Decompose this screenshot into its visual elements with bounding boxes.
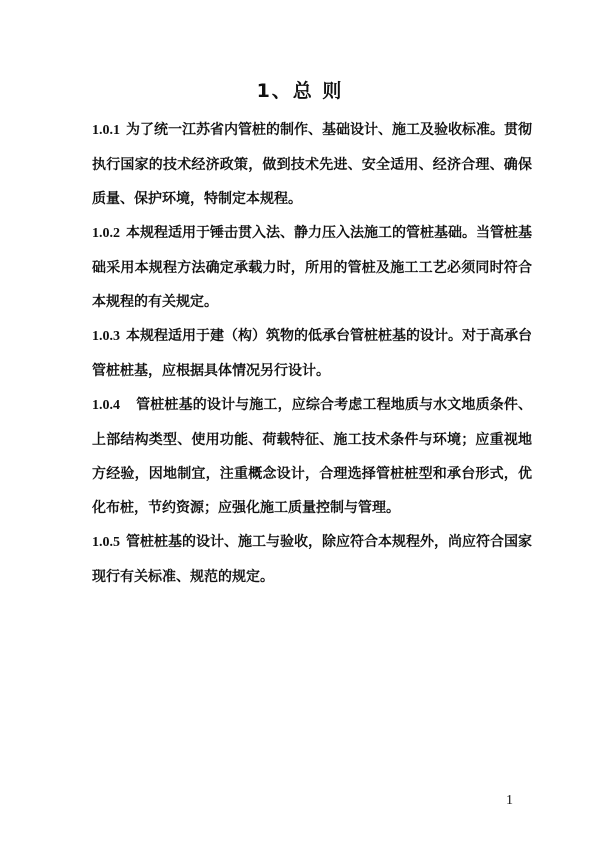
clause-number: 1.0.2 (92, 226, 120, 241)
clause-number: 1.0.1 (92, 123, 120, 138)
clause-text: 本规程适用于建（构）筑物的低承台管桩桩基的设计。对于高承台管桩桩基，应根据具体情况另行设计。 (92, 328, 532, 379)
clause-text: 管桩桩基的设计与施工，应综合考虑工程地质与水文地质条件、上部结构类型、使用功能、荷载特征、施工技术条件与环境；应重视地方经验，因地制宜，注重概念设计，合理选择管桩桩型和承台形式，优化布桩，节约资源；应强化施工质量控制与管理。 (92, 397, 532, 516)
clause-text: 管桩桩基的设计、施工与验收，除应符合本规程外，尚应符合国家现行有关标准、规范的规定。 (92, 534, 532, 585)
clause-list (92, 113, 532, 594)
clause-1-0-3 (92, 319, 532, 388)
clause-1-0-2 (92, 216, 532, 319)
clause-number: 1.0.4 (92, 398, 120, 413)
clause-1-0-5 (92, 525, 532, 594)
clause-text: 为了统一江苏省内管桩的制作、基础设计、施工及验收标准。贯彻执行国家的技术经济政策，做到技术先进、安全适用、经济合理、确保质量、保护环境，特制定本规程。 (92, 122, 532, 207)
page-number: 1 (506, 793, 513, 808)
clause-number: 1.0.5 (92, 535, 120, 550)
clause-1-0-1 (92, 113, 532, 216)
clause-text: 本规程适用于锤击贯入法、静力压入法施工的管桩基础。当管桩基础采用本规程方法确定承载力时，所用的管桩及施工工艺必须同时符合本规程的有关规定。 (92, 225, 532, 310)
clause-1-0-4 (92, 388, 532, 525)
section-title: 1、总 则 (256, 80, 344, 102)
clause-number: 1.0.3 (92, 329, 120, 344)
